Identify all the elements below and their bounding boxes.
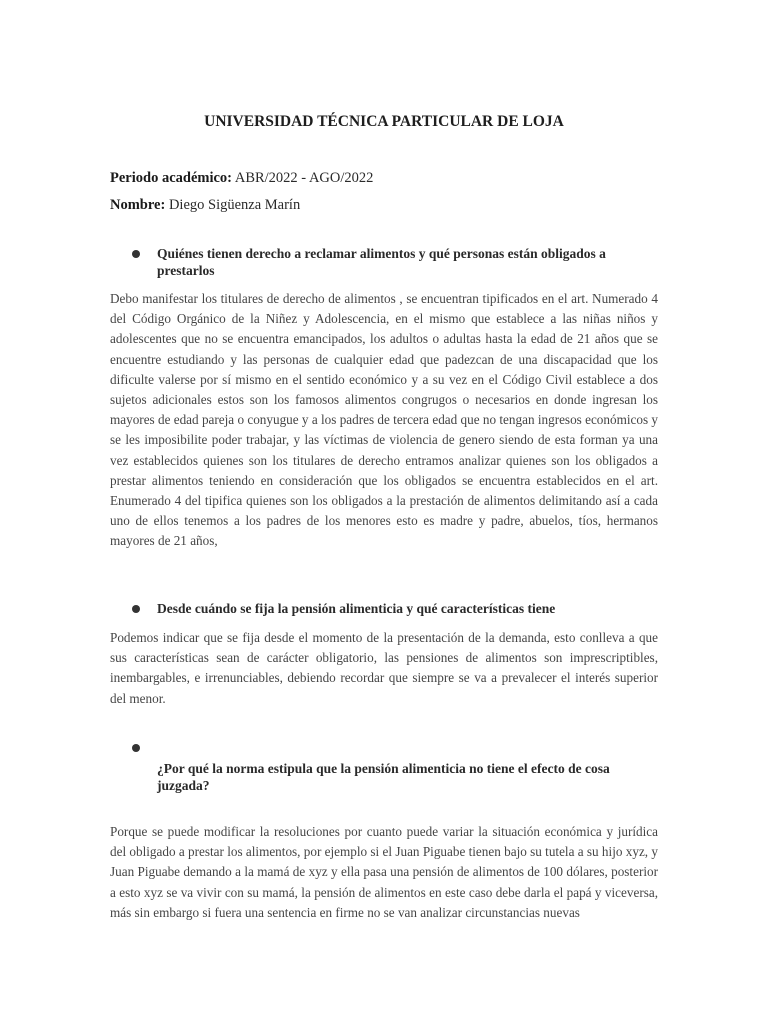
question-3: ¿Por qué la norma estipula que la pensión alimenticia no tiene el efecto de cosa juzgada?	[157, 761, 610, 793]
question-1: Quiénes tienen derecho a reclamar alimentos y qué personas están obligados a prestarlos	[157, 246, 606, 278]
bullet-icon	[132, 744, 140, 752]
name-value: Diego Sigüenza Marín	[168, 197, 301, 213]
name-line	[110, 197, 300, 214]
period-line	[110, 170, 373, 187]
bullet-icon	[132, 605, 140, 613]
period-label: Periodo académico:	[110, 170, 233, 186]
answer-3: Porque se puede modificar la resoluciones por cuanto puede variar la situación económica y jurídica del obligado a prestar los alimentos, por ejemplo si el Juan Piguabe tienen bajo su tutela a su hijo xyz, y Juan Piguabe demando a la mamá de xyz y ella pasa una pensión de alimentos de 100 dólares, posterior a esto xyz se va vivir con su mamá, la pensión de alimentos en este caso debe darla el papá y viceversa, más sin embargo si fuera una sentencia en firme no se van analizar circunstancias nuevas	[110, 824, 658, 920]
document-title: UNIVERSIDAD TÉCNICA PARTICULAR DE LOJA	[204, 113, 564, 130]
answer-2: Podemos indicar que se fija desde el momento de la presentación de la demanda, esto conlleva a que sus características sean de carácter obligatorio, las pensiones de alimentos son imprescriptibles, inembargables, e irrenunciables, debiendo recordar que siempre se va a prevalecer el interés superior del menor.	[110, 630, 658, 706]
bullet-icon	[132, 250, 140, 258]
answer-1: Debo manifestar los titulares de derecho de alimentos , se encuentran tipificados en el art. Numerado 4 del Código Orgánico de la Niñez y Adolescencia, en el mismo que establece a las niñas niños y adolescentes que no se encuentra emancipados, los adultos o adultas hasta la edad de 21 años que se encuentre estudiando y las personas de cualquier edad que padezcan de una discapacidad que los dificulte valerse por sí mismo en el sentido económico y a su vez en el Código Civil establece a dos sujetos adicionales estos son los famosos alimentos congrugos o necesarios en donde ingresan los mayores de edad pareja o conyugue y a los padres de tercera edad que no tengan ingresos económicos y se les imposibilite poder trabajar, y las víctimas de violencia de genero siendo de esta forman ya una vez establecidos quienes son los titulares de derecho entramos analizar quienes son los obligados a prestar alimentos teniendo en consideración que los obligados se encuentra establecidos en el art. Enumerado 4 del tipifica quienes son los obligados a la prestación de alimentos delimitando así a cada uno de ellos tenemos a los padres de los menores esto es madre y padre, abuelos, tíos, hermanos mayores de 21 años,	[110, 291, 658, 549]
name-label: Nombre:	[110, 197, 166, 213]
question-2: Desde cuándo se fija la pensión alimenticia y qué características tiene	[157, 601, 556, 616]
period-value: ABR/2022 - AGO/2022	[234, 170, 374, 186]
